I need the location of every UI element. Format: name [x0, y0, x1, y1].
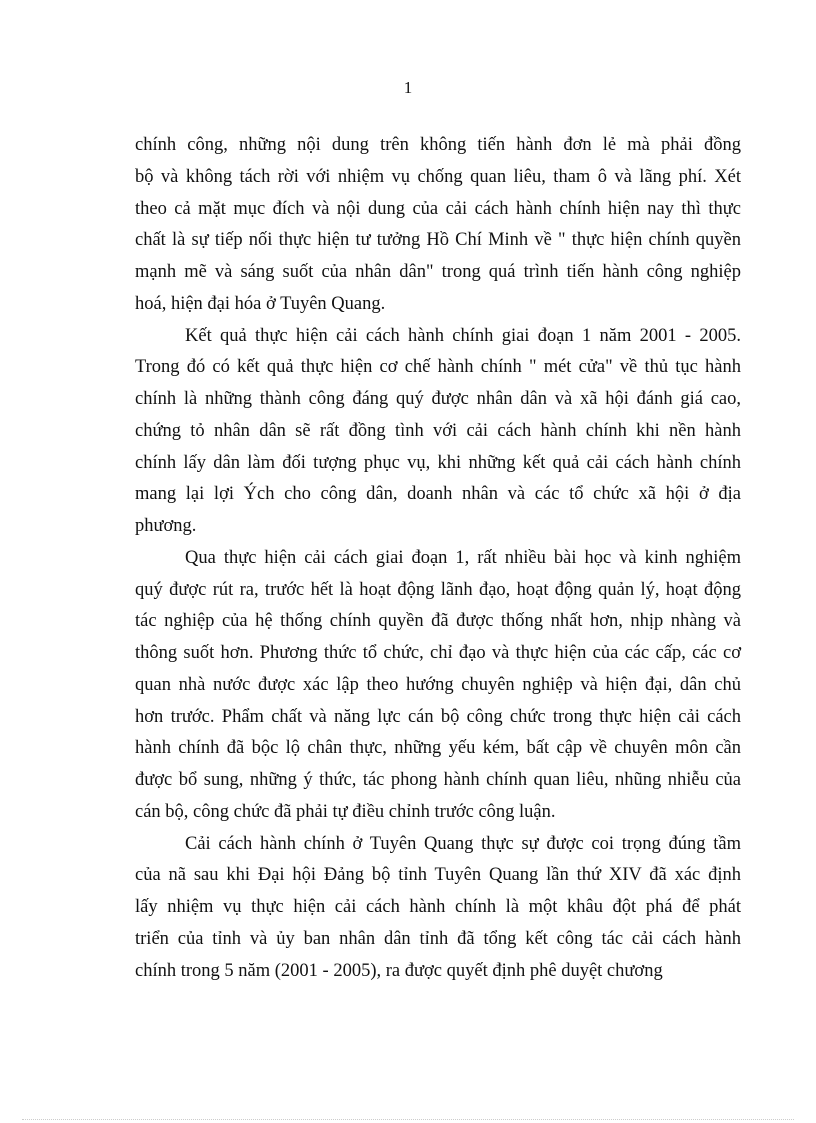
page-bottom-divider [22, 1119, 794, 1120]
text-line: tác nghiệp của hệ thống chính quyền đã được thống nhất hơn, nhịp nhàng và [135, 611, 741, 632]
text-line: chính lấy dân làm đối tượng phục vụ, khi những kết quả cải cách hành chính [135, 452, 741, 473]
text-line: lấy nhiệm vụ thực hiện cải cách hành chính là một khâu đột phá để phát [135, 897, 741, 917]
text-line: thông suốt hơn. Phương thức tổ chức, chỉ đạo và thực hiện của các cấp, các cơ [135, 643, 741, 663]
paragraph-1 [135, 130, 741, 321]
text-line: quý được rút ra, trước hết là hoạt động lãnh đạo, hoạt động quản lý, hoạt động [135, 579, 741, 600]
paragraph-2 [135, 321, 741, 543]
text-line: của nã sau khi Đại hội Đảng bộ tỉnh Tuyên Quang lần thứ XIV đã xác định [135, 865, 741, 886]
text-line: triển của tỉnh và ủy ban nhân dân tỉnh đã tổng kết công tác cải cách hành [135, 928, 741, 949]
text-line: được bổ sung, những ý thức, tác phong hành chính quan liêu, nhũng nhiễu của [135, 770, 741, 790]
document-body [135, 130, 741, 987]
text-line: quan nhà nước được xác lập theo hướng chuyên nghiệp và hiện đại, dân chủ [135, 674, 741, 695]
page-number: 1 [403, 78, 413, 97]
text-line: chính trong 5 năm (2001 - 2005), ra được quyết định phê duyệt chương [135, 960, 663, 981]
text-line: Trong đó có kết quả thực hiện cơ chế hành chính " mét cửa" về thủ tục hành [135, 357, 741, 378]
text-line: phương. [135, 516, 197, 536]
text-line: bộ và không tách rời với nhiệm vụ chống quan liêu, tham ô và lãng phí. Xét [135, 166, 741, 187]
text-line: chất là sự tiếp nối thực hiện tư tưởng Hồ Chí Minh về " thực hiện chính quyền [135, 230, 741, 251]
paragraph-4 [135, 829, 741, 988]
text-line: Kết quả thực hiện cải cách hành chính giai đoạn 1 năm 2001 - 2005. [185, 325, 741, 346]
text-line: Cải cách hành chính ở Tuyên Quang thực sự được coi trọng đúng tầm [185, 833, 741, 854]
text-line: Qua thực hiện cải cách giai đoạn 1, rất nhiều bài học và kinh nghiệm [185, 547, 741, 568]
text-line: hành chính đã bộc lộ chân thực, những yếu kém, bất cập về chuyên môn cần [135, 738, 741, 759]
text-line: chính là những thành công đáng quý được nhân dân và xã hội đánh giá cao, [135, 389, 741, 409]
text-line: hơn trước. Phẩm chất và năng lực cán bộ công chức trong thực hiện cải cách [135, 706, 741, 727]
text-line: hoá, hiện đại hóa ở Tuyên Quang. [135, 293, 386, 314]
text-line: cán bộ, công chức đã phải tự điều chỉnh trước công luận. [135, 801, 556, 822]
text-line: chính công, những nội dung trên không tiến hành đơn lẻ mà phải đồng [135, 135, 741, 155]
paragraph-3 [135, 543, 741, 829]
text-line: mang lại lợi Ých cho công dân, doanh nhân và các tổ chức xã hội ở địa [135, 484, 741, 505]
text-line: chứng tỏ nhân dân sẽ rất đồng tình với cải cách hành chính khi nền hành [135, 420, 741, 441]
text-line: theo cả mặt mục đích và nội dung của cải cách hành chính hiện nay thì thực [135, 198, 741, 219]
text-line: mạnh mẽ và sáng suốt của nhân dân" trong quá trình tiến hành công nghiệp [135, 262, 741, 282]
